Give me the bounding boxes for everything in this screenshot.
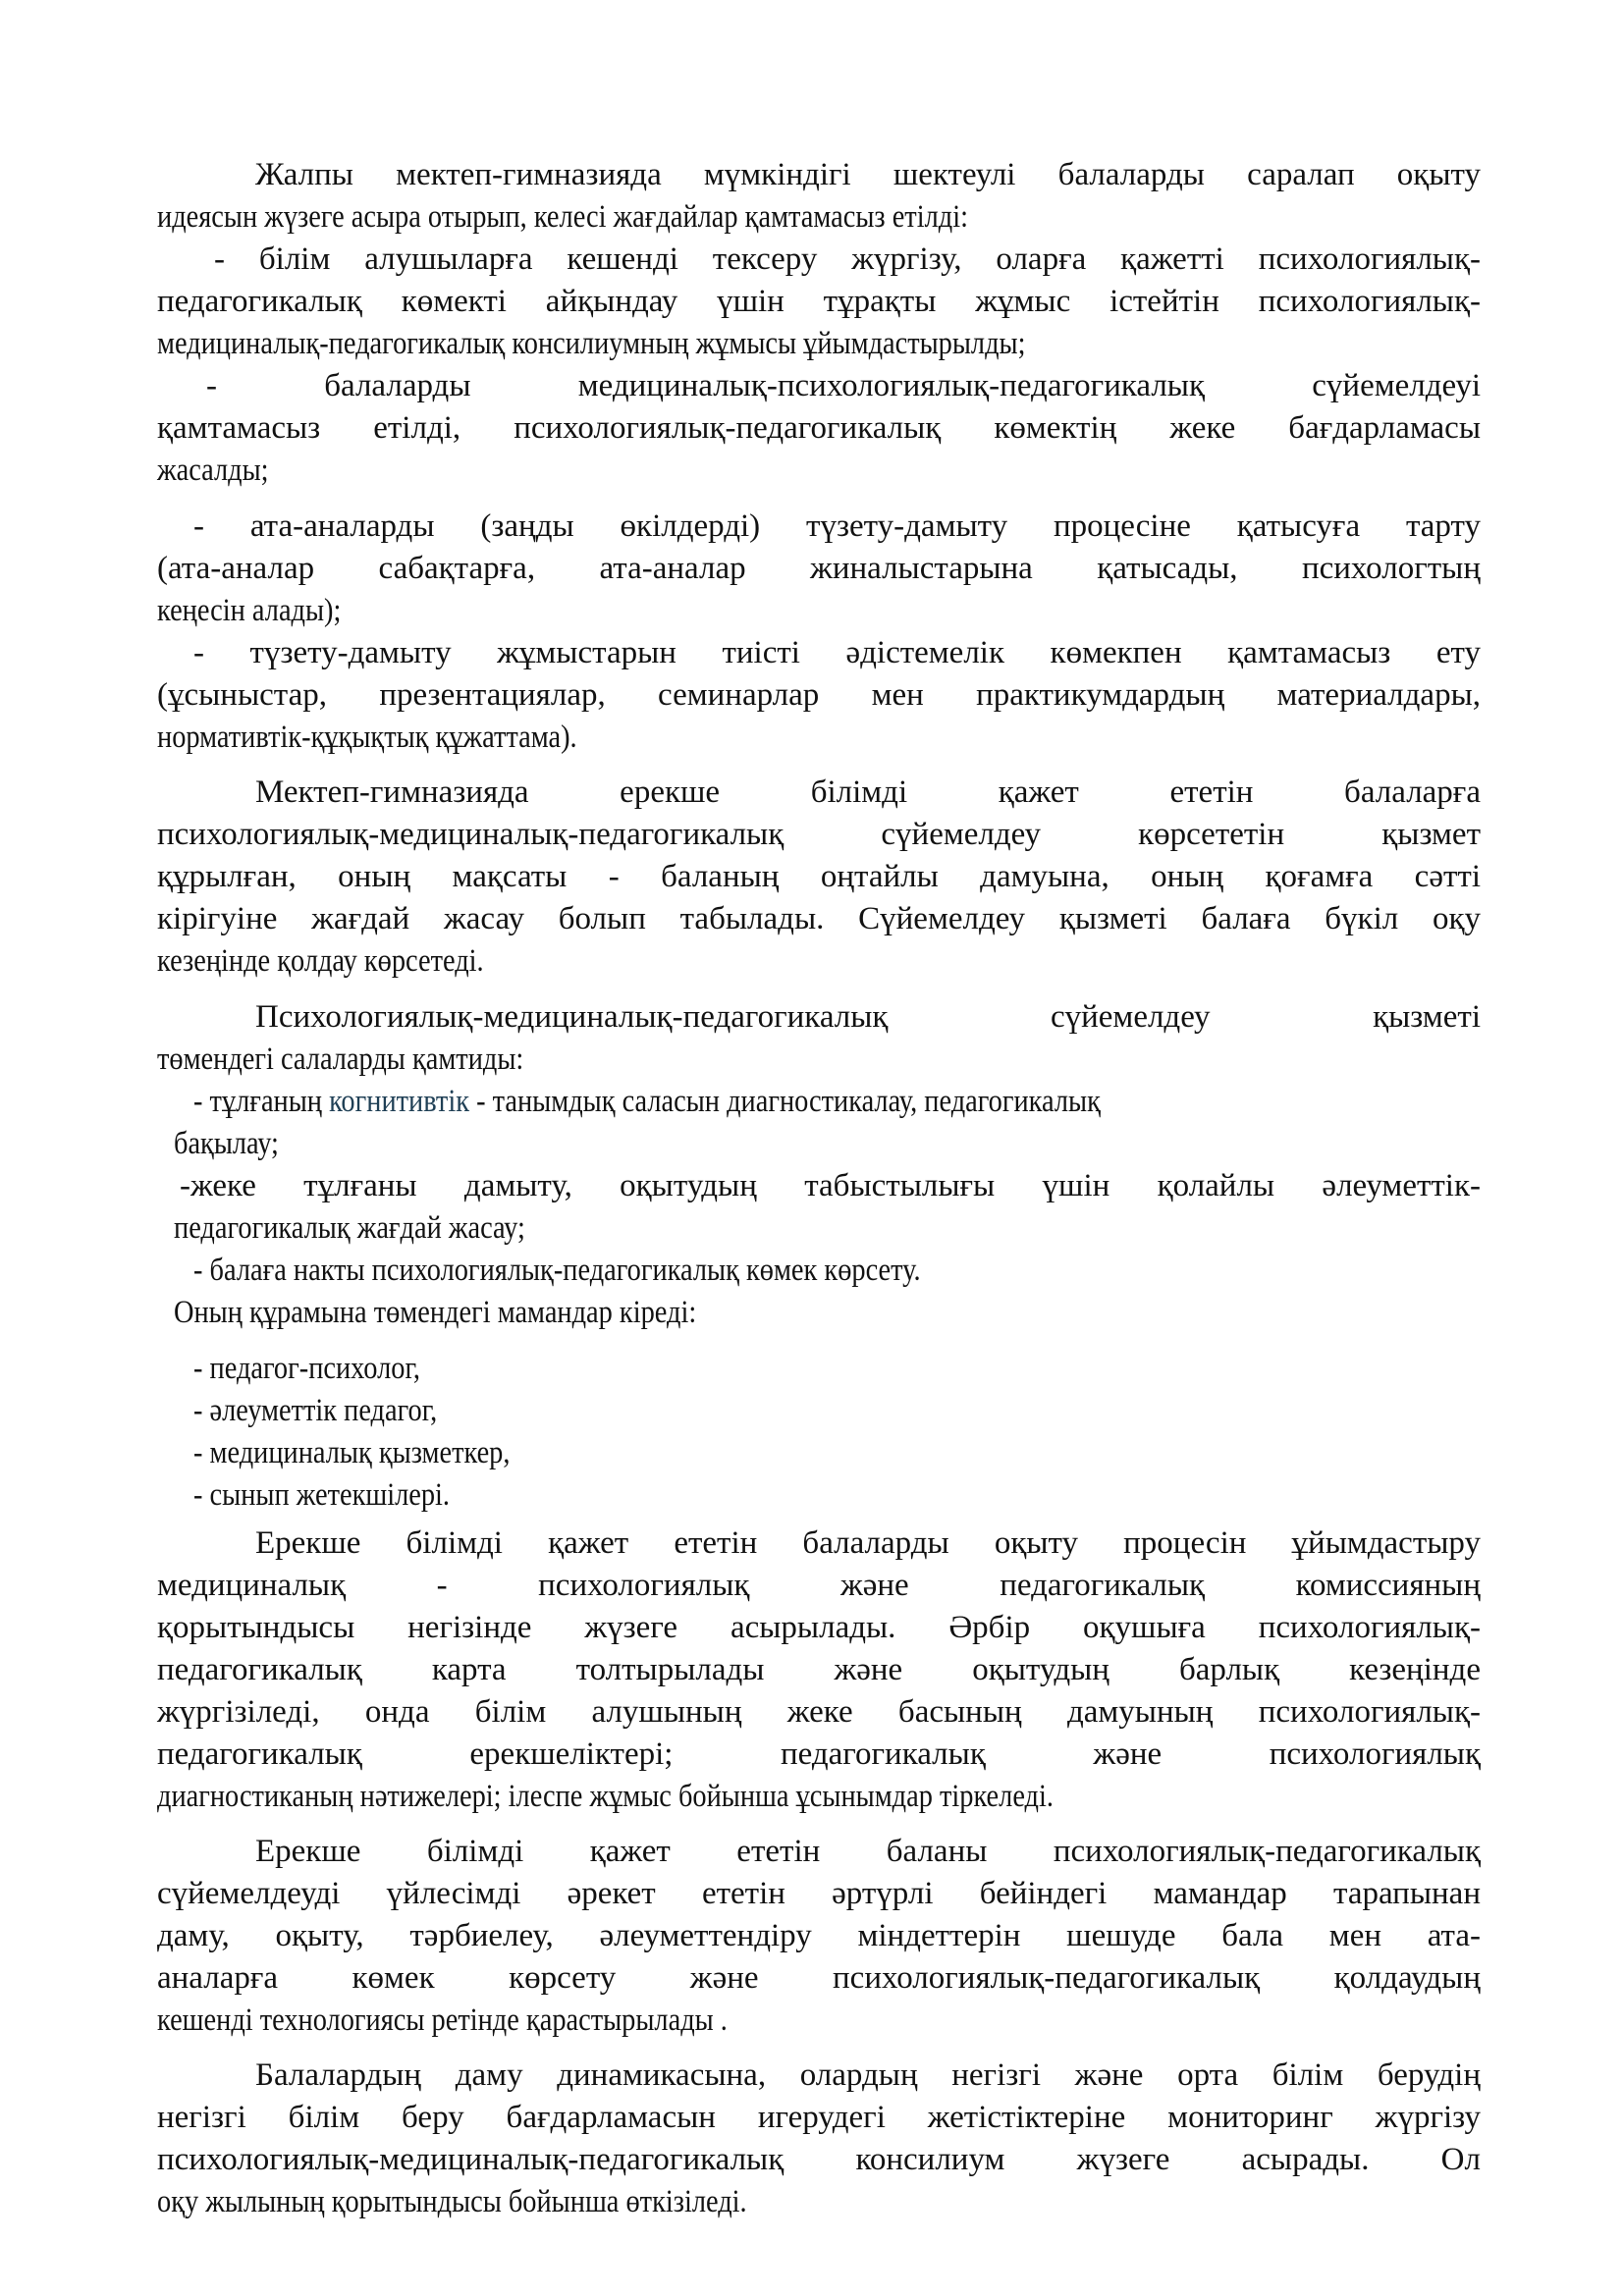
text-line: кезеңінде қолдау көрсетеді. (157, 943, 484, 979)
text-line: педагогикалық ерекшеліктері; педагогикалық және психологиялық (157, 1736, 1481, 1772)
text-line: кешенді технологиясы ретінде қарастырылады . (157, 2002, 728, 2038)
text-line: - ата-аналарды (заңды өкілдерді) түзету-дамыту процесіне қатысуға тарту (193, 508, 1481, 544)
cognitive-before: - тұлғаның (193, 1084, 330, 1119)
text-line: медициналық - психологиялық және педагогикалық комиссияның (157, 1568, 1481, 1603)
text-line: Балалардың даму динамикасына, олардың негізгі және орта білім берудің (255, 2057, 1481, 2093)
text-line: негізгі білім беру бағдарламасын игерудегі жетістіктеріне мониторинг жүргізу (157, 2100, 1481, 2135)
text-line: оқу жылының қорытындысы бойынша өткізіледі. (157, 2184, 747, 2219)
text-line: Жалпы мектеп-гимназияда мүмкіндігі шектеулі балаларды саралап оқыту (255, 157, 1481, 192)
text-line: медициналық-педагогикалық консилиумның жұмысы ұйымдастырылды; (157, 326, 1026, 361)
text-line: - медициналық қызметкер, (193, 1435, 511, 1470)
text-line: қорытындысы негізінде жүзеге асырылады. Әрбір оқушыға психологиялық- (157, 1610, 1481, 1645)
text-line: жасалды; (157, 453, 269, 488)
text-line: -жеке тұлғаны дамыту, оқытудың табыстылығы үшін қолайлы әлеуметтік- (180, 1168, 1481, 1203)
text-line: психологиялық-медициналық-педагогикалық консилиум жүзеге асырады. Ол (157, 2142, 1481, 2177)
text-line: педагогикалық жағдай жасау; (174, 1210, 525, 1246)
text-line: Ерекше білімді қажет ететін баланы психологиялық-педагогикалық (255, 1834, 1481, 1869)
text-line: диагностиканың нәтижелері; ілеспе жұмыс бойынша ұсынымдар тіркеледі. (157, 1779, 1054, 1814)
cognitive-after: - танымдық саласын диагностикалау, педагогикалық (469, 1084, 1101, 1119)
text-line: Ерекше білімді қажет ететін балаларды оқыту процесін ұйымдастыру (255, 1525, 1481, 1561)
text-line: жүргізіледі, онда білім алушының жеке басының дамуының психологиялық- (157, 1694, 1481, 1730)
text-line: сүйемелдеуді үйлесімді әрекет ететін әртүрлі бейіндегі мамандар тарапынан (157, 1876, 1481, 1911)
text-line: - балаға накты психологиялық-педагогикалық көмек көрсету. (193, 1253, 921, 1288)
text-line: кірігуіне жағдай жасау болып табылады. Сүйемелдеу қызметі балаға бүкіл оқу (157, 901, 1481, 936)
text-line: нормативтік-құқықтық құжаттама). (157, 720, 577, 755)
text-line: қамтамасыз етілді, психологиялық-педагогикалық көмектің жеке бағдарламасы (157, 410, 1481, 446)
text-line: - сынып жетекшілері. (193, 1477, 451, 1513)
text-line: (ұсыныстар, презентациялар, семинарлар мен практикумдардың материалдары, (157, 677, 1481, 713)
text-line: идеясын жүзеге асыра отырып, келесі жағдайлар қамтамасыз етілді: (157, 199, 968, 235)
text-line: педагогикалық карта толтырылады және оқытудың барлық кезеңінде (157, 1652, 1481, 1687)
text-line: кеңесін алады); (157, 593, 342, 628)
text-line: (ата-аналар сабақтарға, ата-аналар жиналыстарына қатысады, психологтың (157, 551, 1481, 586)
text-line: даму, оқыту, тәрбиелеу, әлеуметтендіру міндеттерін шешуде бала мен ата- (157, 1918, 1481, 1953)
text-line: - әлеуметтік педагог, (193, 1393, 438, 1428)
cognitive-highlight-word: когнитивтік (329, 1084, 470, 1119)
text-line: - балаларды медициналық-психологиялық-педагогикалық сүйемелдеуі (206, 368, 1481, 403)
cognitive-bullet-line (193, 1082, 1101, 1121)
text-line: төмендегі салаларды қамтиды: (157, 1041, 524, 1077)
text-line: психологиялық-медициналық-педагогикалық сүйемелдеу көрсететін қызмет (157, 817, 1481, 852)
text-line: - педагог-психолог, (193, 1351, 420, 1386)
text-line: - білім алушыларға кешенді тексеру жүргізу, оларға қажетті психологиялық- (214, 241, 1481, 277)
text-line: Психологиялық-медициналық-педагогикалық сүйемелдеу қызметі (255, 999, 1481, 1035)
text-line: аналарға көмек көрсету және психологиялық-педагогикалық қолдаудың (157, 1960, 1481, 1996)
text-line: педагогикалық көмекті айқындау үшін тұрақты жұмыс істейтін психологиялық- (157, 284, 1481, 319)
text-line: Оның құрамына төмендегі мамандар кіреді: (174, 1295, 697, 1330)
text-line: Мектеп-гимназияда ерекше білімді қажет ететін балаларға (255, 774, 1481, 810)
text-line: бақылау; (174, 1126, 279, 1161)
text-line: - түзету-дамыту жұмыстарын тиісті әдістемелік көмекпен қамтамасыз ету (193, 635, 1481, 670)
text-line: құрылған, оның мақсаты - баланың оңтайлы дамуына, оның қоғамға сәтті (157, 859, 1481, 894)
